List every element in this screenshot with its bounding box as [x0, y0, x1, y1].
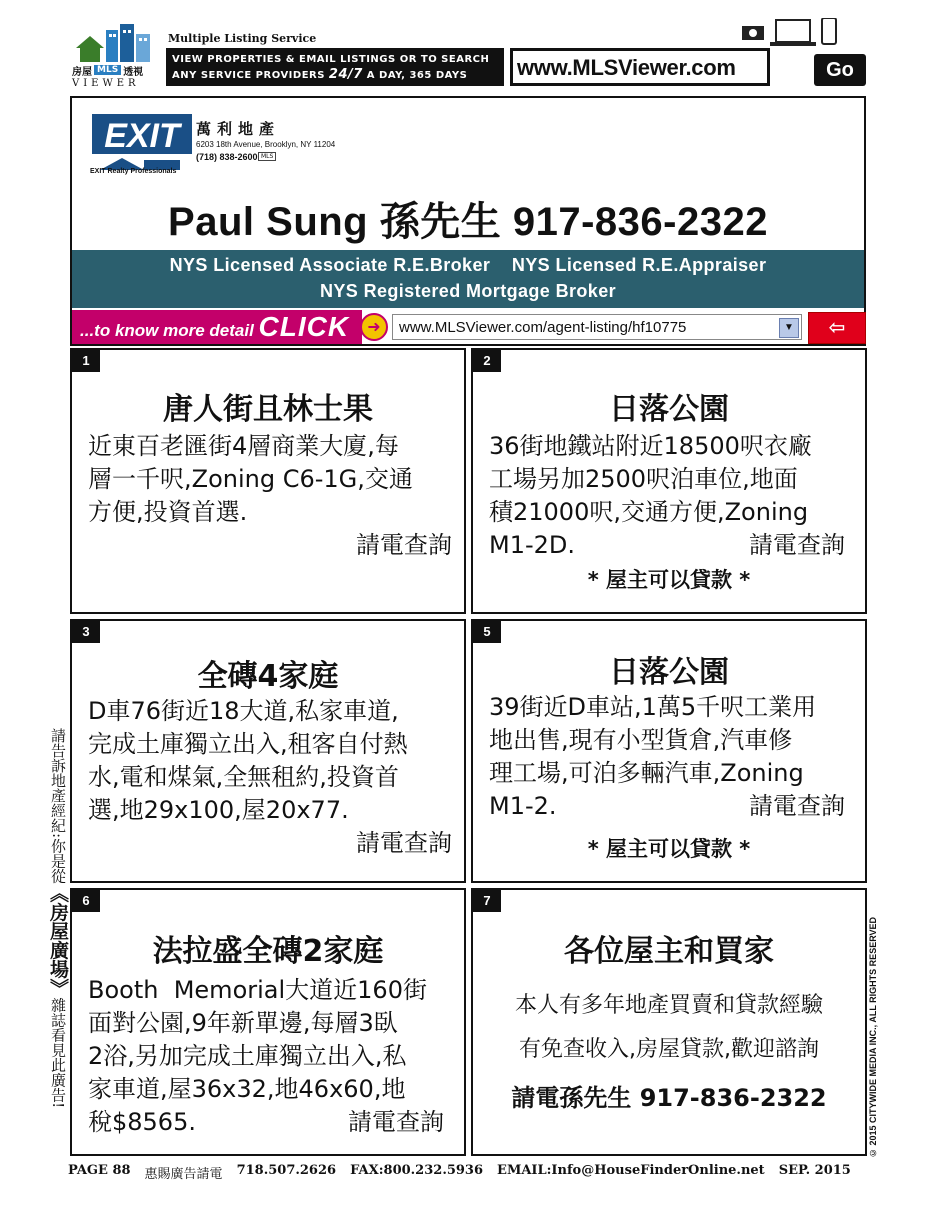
detail-link-bar: [72, 310, 864, 344]
listing-title: 日落公園: [609, 392, 729, 427]
listing-title: 各位屋主和買家: [564, 934, 774, 969]
listing-body: D車76街近18大道,私家車道, 完成土庫獨立出入,租客自付熱 水,電和煤氣,全無租約,投資首 選,地29x100,屋20x77. 請電查詢: [88, 695, 452, 860]
listing-body: 36街地鐵站附近18500呎衣廠 工場另加2500呎泊車位,地面 積21000呎,交通方便,Zoning M1-2D. 請電查詢: [489, 430, 853, 562]
click-banner[interactable]: ...to know more detail CLICK: [72, 310, 362, 344]
license-line-2: NYS Registered Mortgage Broker: [319, 281, 617, 301]
firm-address: 6203 18th Avenue, Brooklyn, NY 11204: [196, 140, 336, 149]
listing-body: 近東百老匯街4層商業大廈,每 層一千呎,Zoning C6-1G,交通 方便,投資首選. 請電查詢: [88, 430, 452, 562]
logo-viewer-text: VIEWER: [72, 78, 140, 89]
arrow-right-icon[interactable]: ➜: [360, 313, 388, 341]
agent-name-phone: Paul Sung 孫先生 917-836-2322: [168, 200, 768, 244]
exit-realty-logo: [92, 114, 192, 172]
ad-fax: FAX:800.232.5936: [350, 1163, 484, 1178]
mls-viewer-logo[interactable]: [70, 24, 158, 88]
listing-number: 5: [473, 621, 501, 643]
tagline-line2: ANY SERVICE PROVIDERS 24/7 A DAY, 365 DAYS: [172, 67, 468, 82]
side-notice: 請告訴地產經紀:你是從《房屋廣場》雜誌看見此廣告!: [47, 728, 69, 1109]
listing-number: 7: [473, 890, 501, 912]
listing-card-6: [70, 888, 466, 1156]
listing-number: 3: [72, 621, 100, 643]
listing-number: 6: [72, 890, 100, 912]
listing-card-1: [70, 348, 466, 614]
listing-card-5: [471, 619, 867, 883]
listing-title: 唐人街且林士果: [163, 392, 373, 427]
agent-header: [70, 96, 866, 346]
license-line-1: NYS Licensed Associate R.E.Broker NYS Licensed R.E.Appraiser: [169, 255, 767, 275]
call-text: 請電查詢: [348, 1108, 444, 1136]
listing-card-2: [471, 348, 867, 614]
tagline-line1: VIEW PROPERTIES & EMAIL LISTINGS OR TO SEARCH: [172, 54, 490, 65]
go-button[interactable]: Go: [814, 54, 866, 86]
listing-card-3: [70, 619, 466, 883]
call-text: 請電查詢: [749, 792, 845, 820]
listing-body: Booth Memorial大道近160街 面對公園,9年新單邊,每層3臥 2浴,另加完成土庫獨立出入,私 家車道,屋36x32,地46x60,地 稅$8565. 請電查詢: [88, 974, 452, 1139]
listing-number: 1: [72, 350, 100, 372]
mls-banner: [70, 18, 866, 90]
mls-url-link[interactable]: www.MLSViewer.com: [510, 48, 770, 86]
mls-title: Multiple Listing Service: [168, 32, 317, 45]
contact-phone: 請電孫先生 917-836-2322: [511, 1084, 827, 1112]
page-footer: [68, 1163, 868, 1181]
chevron-down-icon[interactable]: ▼: [779, 318, 799, 338]
call-text: 請電查詢: [749, 531, 845, 559]
listing-body: 39街近D車站,1萬5千呎工業用 地出售,現有小型貨倉,汽車修 理工場,可泊多輛汽車,Zoning M1-2. 請電查詢: [489, 691, 853, 823]
issue-date: SEP. 2015: [778, 1163, 851, 1178]
experience-text: 本人有多年地產買賣和貸款經驗: [514, 993, 823, 1018]
logo-mls: MLS: [94, 65, 121, 75]
loan-text: 有免查收入,房屋貸款,歡迎諮詢: [519, 1037, 819, 1062]
ad-email[interactable]: EMAIL:Info@HouseFinderOnline.net: [497, 1163, 765, 1178]
mls-tagline: [166, 48, 504, 86]
magazine-name: 《房屋廣場》: [47, 883, 69, 998]
house-logo-icon: [74, 24, 154, 62]
logo-cn-right: 透視: [123, 66, 144, 78]
firm-name: 萬利地產: [196, 120, 281, 138]
listing-title: 日落公園: [609, 655, 729, 690]
svg-text:EXIT: EXIT: [104, 117, 180, 155]
ad-phone: 718.507.2626: [236, 1163, 337, 1178]
copyright-notice: © 2015 CITYWIDE MEDIA INC., ALL RIGHTS RESERVED: [868, 916, 878, 1158]
call-text: 請電查詢: [356, 531, 452, 559]
listing-card-7: [471, 888, 867, 1156]
devices-icon: [740, 18, 840, 50]
owner-loan-note: * 屋主可以貸款 *: [587, 568, 751, 592]
ad-contact-label: 惠賜廣告請電: [144, 1167, 223, 1182]
mls-badge: MLS: [258, 152, 276, 161]
page-number: PAGE 88: [68, 1163, 131, 1178]
listing-url-field[interactable]: www.MLSViewer.com/agent-listing/hf10775 ▼: [392, 314, 802, 340]
owner-loan-note: * 屋主可以貸款 *: [587, 837, 751, 861]
listing-title: 全磚4家庭: [197, 659, 339, 694]
logo-cn-left: 房屋: [72, 66, 92, 78]
license-bar: [72, 250, 864, 308]
listing-number: 2: [473, 350, 501, 372]
listing-title: 法拉盛全磚2家庭: [152, 934, 384, 969]
back-arrow-button[interactable]: ⇦: [808, 312, 866, 344]
firm-phone: (718) 838-2600: [196, 152, 258, 162]
exit-subtitle: EXIT Realty Professionals: [90, 168, 177, 175]
call-text: 請電查詢: [356, 829, 452, 857]
